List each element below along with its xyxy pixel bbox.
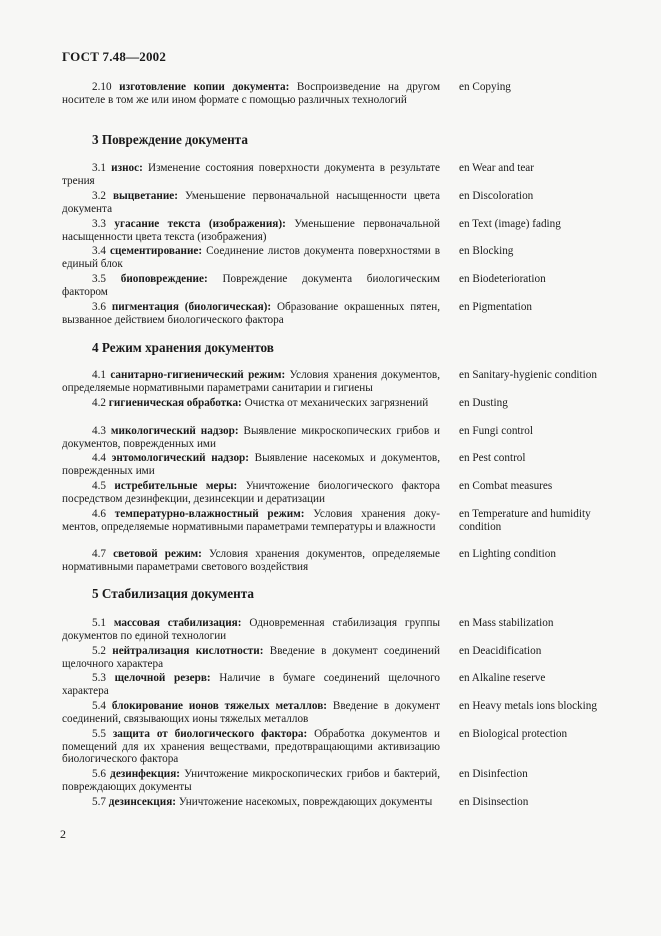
term-number: 4.3	[92, 425, 106, 437]
term-number: 5.1	[92, 617, 106, 629]
term-definition: Наличие в бумаге соединений щелочного характера	[62, 672, 440, 697]
term-definition: Условия хранения документов, определяемые нормативными параметрами санитарии и гигиены	[62, 369, 441, 394]
english-equivalent: en Disinsection	[459, 796, 529, 808]
term-definition: Повреждение документа биологическим фактором	[62, 273, 441, 298]
term-definition: Уничтожение биологического фактора посредством дезинфекции, дезинсекции и дератизации	[62, 480, 440, 505]
term-name: дезинсекция:	[108, 796, 176, 808]
term-number: 4.7	[92, 548, 106, 560]
term-name: температурно-влажностный режим:	[114, 508, 305, 520]
term-name: световой режим:	[113, 548, 202, 560]
term-definition: Выявление насекомых и документов, поврежденных ими	[62, 452, 441, 477]
term-name: износ:	[111, 162, 143, 174]
term-name: биоповреждение:	[120, 273, 208, 285]
term-entry	[62, 672, 440, 697]
term-name: гигиеническая обработка:	[108, 397, 242, 409]
term-number: 4.5	[92, 480, 106, 492]
term-number: 5.7	[92, 796, 106, 808]
term-number: 3.6	[92, 301, 106, 313]
term-entry	[62, 162, 440, 187]
term-entry	[62, 301, 440, 326]
term-name: угасание текста (изображения):	[114, 218, 286, 230]
term-entry	[62, 369, 440, 394]
term-definition: Уничтожение насекомых, повреждающих документы	[178, 796, 433, 808]
english-equivalent: en Deacidification	[459, 645, 542, 657]
term-definition: Условия хранения документов, определяемые нормативными параметрами температуры и влажности	[62, 508, 441, 533]
section-3-heading: 3 Повреждение документа	[92, 132, 248, 147]
english-equivalent: en Disinfection	[459, 768, 528, 780]
term-definition: Введение в документ соединений щелочного характера	[62, 645, 440, 670]
term-definition: Обработка документов и помещений для их хранения веществами, предотвращающими активизацию биологического фактора	[62, 728, 440, 766]
term-number: 3.4	[92, 245, 106, 257]
term-definition: Уничтожение микроскопических грибов и бактерий, повреждающих документы	[62, 768, 441, 793]
term-entry	[62, 190, 440, 215]
term-number: 3.3	[92, 218, 106, 230]
page-number: 2	[60, 827, 66, 841]
term-entry	[62, 548, 440, 573]
term-number: 3.1	[92, 162, 106, 174]
term-entry	[62, 452, 440, 477]
term-number: 4.4	[92, 452, 106, 464]
english-equivalent: en Blocking	[459, 245, 514, 257]
english-equivalent: en Mass stabilization	[459, 617, 554, 629]
term-name: нейтрализация кислотности:	[112, 645, 264, 657]
term-definition: Изменение состояния поверхности документа в результате трения	[62, 162, 440, 187]
term-definition: Введение в документ соединений, связывающих ионы тяжелых металлов	[62, 700, 441, 725]
english-equivalent: en Biodeterioration	[459, 273, 546, 285]
term-number: 5.6	[92, 768, 106, 780]
term-name: санитарно-гигиенический режим:	[110, 369, 286, 381]
term-entry	[62, 645, 440, 670]
section-5-heading: 5 Стабилизация документа	[92, 586, 254, 601]
term-definition: Образование окрашенных пятен, вызванное действием биологического фактора	[62, 301, 441, 326]
term-number: 4.1	[92, 369, 106, 381]
term-definition: Уменьшение первоначальной насыщенности цвета документа	[62, 190, 441, 215]
term-name: блокирование ионов тяжелых металлов:	[111, 700, 328, 712]
term-entry	[62, 218, 440, 243]
english-equivalent: en Biological protection	[459, 728, 568, 740]
term-number: 5.3	[92, 672, 106, 684]
term-number: 5.4	[92, 700, 106, 712]
english-equivalent: en Lighting condition	[459, 548, 556, 560]
term-name: дезинфекция:	[110, 768, 180, 780]
english-equivalent: en Temperature and humidity condition	[459, 508, 591, 533]
term-entry	[62, 796, 440, 809]
term-name: массовая стабилизация:	[113, 617, 242, 629]
term-name: защита от биологического фактора:	[112, 728, 308, 740]
section-4-heading: 4 Режим хранения документов	[92, 340, 274, 355]
english-equivalent: en Sanitary-hygienic condition	[459, 369, 597, 381]
term-definition: Соединение листов документа поверхностями в единый блок	[62, 245, 441, 270]
term-entry	[62, 81, 440, 106]
term-number: 3.5	[92, 273, 106, 285]
term-name: щелочной резерв:	[114, 672, 211, 684]
term-number: 2.10	[92, 81, 112, 93]
term-number: 3.2	[92, 190, 106, 202]
term-entry	[62, 480, 440, 505]
term-definition: Условия хранения документов, определяемые нормативными параметрами светового воздействия	[62, 548, 440, 573]
term-name: энтомологический надзор:	[111, 452, 250, 464]
english-equivalent: en Pigmentation	[459, 301, 533, 313]
term-entry	[62, 508, 440, 533]
term-number: 4.2	[92, 397, 106, 409]
term-entry	[62, 245, 440, 270]
term-name: истребительные меры:	[114, 480, 238, 492]
term-name: выцветание:	[112, 190, 178, 202]
term-entry	[62, 425, 440, 450]
term-name: сцементирование:	[110, 245, 203, 257]
term-name: микологический надзор:	[110, 425, 239, 437]
term-entry	[62, 700, 440, 725]
term-number: 5.5	[92, 728, 106, 740]
term-definition: Очистка от механических загрязнений	[244, 397, 429, 409]
term-definition: Выявление микроскопических грибов и документов, поврежденных ими	[62, 425, 441, 450]
term-entry	[62, 617, 440, 642]
term-number: 4.6	[92, 508, 106, 520]
term-entry	[62, 768, 440, 793]
english-equivalent: en Discoloration	[459, 190, 534, 202]
standard-designation: ГОСТ 7.48—2002	[62, 49, 167, 64]
english-equivalent: en Fungi control	[459, 425, 533, 437]
english-equivalent: en Wear and tear	[459, 162, 534, 174]
english-equivalent: en Copying	[459, 81, 511, 93]
english-equivalent: en Dusting	[459, 397, 508, 409]
english-equivalent: en Alkaline reserve	[459, 672, 546, 684]
term-definition: Одновременная стабилизация группы документов по единой технологии	[62, 617, 441, 642]
english-equivalent: en Heavy metals ions blocking	[459, 700, 597, 712]
term-definition: Уменьшение первоначальной насыщенности цвета текста (изображения)	[62, 218, 441, 243]
term-definition: Воспроизведение на другом носителе в том же или ином формате с помощью различных технологий	[62, 81, 441, 106]
term-entry	[62, 397, 440, 410]
english-equivalent: en Combat measures	[459, 480, 553, 492]
term-name: пигментация (биологическая):	[111, 301, 272, 313]
english-equivalent: en Text (image) fading	[459, 218, 561, 230]
term-entry	[62, 273, 440, 298]
term-number: 5.2	[92, 645, 106, 657]
term-name: изготовление копии документа:	[119, 81, 290, 93]
term-entry	[62, 728, 440, 766]
english-equivalent: en Pest control	[459, 452, 526, 464]
